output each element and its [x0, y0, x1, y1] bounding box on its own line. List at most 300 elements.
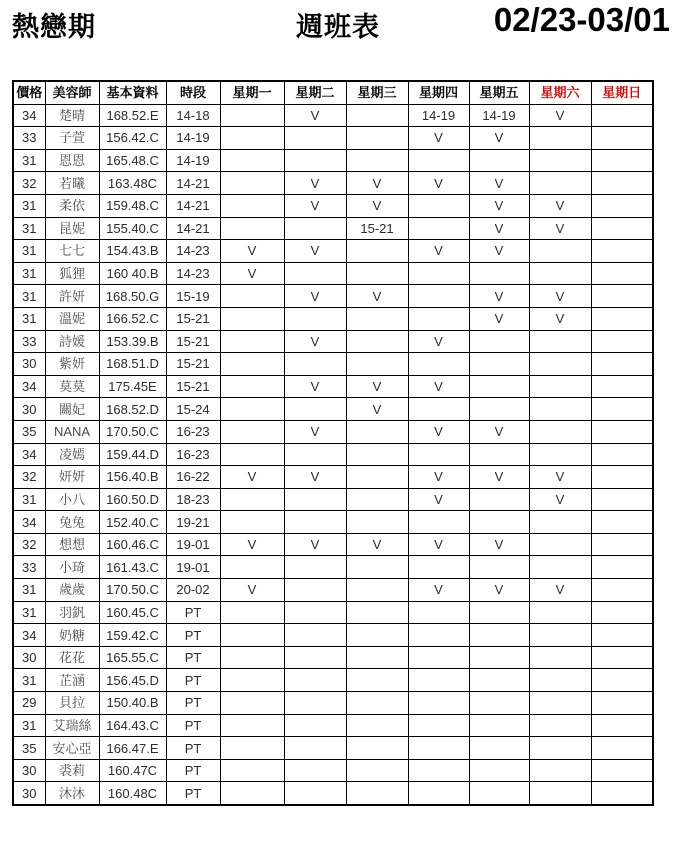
price-cell: 31: [13, 262, 45, 285]
day-cell-5: [469, 375, 529, 398]
day-cell-3: [346, 353, 408, 376]
name-cell: 安心亞: [45, 737, 99, 760]
day-cell-7: [591, 149, 653, 172]
table-row: [13, 624, 653, 647]
time-cell: 19-01: [166, 556, 220, 579]
day-cell-3: [346, 782, 408, 805]
table-row: [13, 194, 653, 217]
day-cell-2: [284, 353, 346, 376]
day-cell-6: [529, 601, 591, 624]
info-cell: 160 40.B: [99, 262, 166, 285]
day-cell-3: [346, 714, 408, 737]
price-cell: 33: [13, 127, 45, 150]
day-cell-6: [529, 533, 591, 556]
day-cell-2: [284, 511, 346, 534]
table-row: [13, 533, 653, 556]
table-row: [13, 353, 653, 376]
day-cell-4: V: [408, 420, 469, 443]
day-cell-6: [529, 375, 591, 398]
day-cell-5: [469, 353, 529, 376]
day-cell-6: [529, 443, 591, 466]
table-row: [13, 511, 653, 534]
col-header-7: 星期三: [346, 81, 408, 104]
day-cell-6: [529, 646, 591, 669]
day-cell-6: [529, 714, 591, 737]
day-cell-1: [220, 353, 284, 376]
name-cell: 兔兔: [45, 511, 99, 534]
name-cell: 子萱: [45, 127, 99, 150]
day-cell-3: [346, 669, 408, 692]
day-cell-1: [220, 127, 284, 150]
day-cell-6: V: [529, 104, 591, 127]
price-cell: 35: [13, 420, 45, 443]
day-cell-6: [529, 127, 591, 150]
time-cell: PT: [166, 714, 220, 737]
name-cell: 貝拉: [45, 692, 99, 715]
price-cell: 31: [13, 601, 45, 624]
time-cell: 15-21: [166, 307, 220, 330]
day-cell-5: V: [469, 285, 529, 308]
table-row: [13, 466, 653, 489]
name-cell: 小八: [45, 488, 99, 511]
col-header-8: 星期四: [408, 81, 469, 104]
col-header-5: 星期一: [220, 81, 284, 104]
table-row: [13, 398, 653, 421]
day-cell-7: [591, 420, 653, 443]
day-cell-7: [591, 533, 653, 556]
day-cell-3: [346, 104, 408, 127]
day-cell-6: [529, 669, 591, 692]
day-cell-3: [346, 262, 408, 285]
day-cell-5: [469, 601, 529, 624]
day-cell-5: V: [469, 172, 529, 195]
day-cell-6: [529, 624, 591, 647]
price-cell: 30: [13, 782, 45, 805]
price-cell: 33: [13, 330, 45, 353]
name-cell: 歲歲: [45, 579, 99, 602]
day-cell-6: [529, 353, 591, 376]
day-cell-5: [469, 556, 529, 579]
time-cell: 15-21: [166, 353, 220, 376]
day-cell-1: V: [220, 240, 284, 263]
table-row: [13, 579, 653, 602]
info-cell: 156.45.D: [99, 669, 166, 692]
col-header-11: 星期日: [591, 81, 653, 104]
time-cell: PT: [166, 782, 220, 805]
time-cell: PT: [166, 737, 220, 760]
name-cell: 詩媛: [45, 330, 99, 353]
day-cell-3: [346, 511, 408, 534]
time-cell: PT: [166, 601, 220, 624]
day-cell-3: V: [346, 194, 408, 217]
day-cell-7: [591, 669, 653, 692]
name-cell: 小琦: [45, 556, 99, 579]
info-cell: 160.48C: [99, 782, 166, 805]
info-cell: 166.52.C: [99, 307, 166, 330]
day-cell-2: V: [284, 285, 346, 308]
day-cell-3: [346, 579, 408, 602]
day-cell-1: [220, 511, 284, 534]
time-cell: 14-19: [166, 149, 220, 172]
day-cell-4: V: [408, 172, 469, 195]
day-cell-1: V: [220, 533, 284, 556]
day-cell-3: [346, 307, 408, 330]
time-cell: 15-21: [166, 375, 220, 398]
page-title: 週班表: [296, 12, 380, 42]
day-cell-2: V: [284, 330, 346, 353]
name-cell: 柔依: [45, 194, 99, 217]
time-cell: PT: [166, 624, 220, 647]
table-row: [13, 737, 653, 760]
day-cell-2: V: [284, 533, 346, 556]
day-cell-1: [220, 420, 284, 443]
table-row: [13, 488, 653, 511]
table-row: [13, 104, 653, 127]
day-cell-4: [408, 556, 469, 579]
date-range: 02/23-03/01: [493, 1, 670, 38]
day-cell-5: [469, 782, 529, 805]
day-cell-5: [469, 262, 529, 285]
day-cell-4: [408, 759, 469, 782]
price-cell: 31: [13, 669, 45, 692]
day-cell-2: [284, 579, 346, 602]
name-cell: 羽釩: [45, 601, 99, 624]
day-cell-4: V: [408, 579, 469, 602]
day-cell-3: V: [346, 172, 408, 195]
day-cell-1: [220, 737, 284, 760]
day-cell-2: [284, 488, 346, 511]
col-header-6: 星期二: [284, 81, 346, 104]
day-cell-6: V: [529, 307, 591, 330]
day-cell-1: [220, 714, 284, 737]
col-header-3: 基本資料: [99, 81, 166, 104]
info-cell: 156.40.B: [99, 466, 166, 489]
day-cell-6: V: [529, 466, 591, 489]
info-cell: 155.40.C: [99, 217, 166, 240]
day-cell-5: V: [469, 420, 529, 443]
day-cell-1: [220, 330, 284, 353]
day-cell-1: [220, 624, 284, 647]
price-cell: 32: [13, 172, 45, 195]
day-cell-2: [284, 556, 346, 579]
col-header-1: 價格: [13, 81, 45, 104]
price-cell: 35: [13, 737, 45, 760]
time-cell: 14-18: [166, 104, 220, 127]
day-cell-3: V: [346, 375, 408, 398]
day-cell-3: [346, 466, 408, 489]
day-cell-7: [591, 104, 653, 127]
info-cell: 164.43.C: [99, 714, 166, 737]
day-cell-4: V: [408, 488, 469, 511]
name-cell: 若曦: [45, 172, 99, 195]
day-cell-5: 14-19: [469, 104, 529, 127]
time-cell: 14-19: [166, 127, 220, 150]
day-cell-5: V: [469, 466, 529, 489]
day-cell-1: V: [220, 466, 284, 489]
price-cell: 32: [13, 466, 45, 489]
table-row: [13, 443, 653, 466]
day-cell-6: [529, 556, 591, 579]
info-cell: 159.44.D: [99, 443, 166, 466]
time-cell: PT: [166, 669, 220, 692]
day-cell-6: V: [529, 579, 591, 602]
price-cell: 31: [13, 714, 45, 737]
day-cell-5: [469, 511, 529, 534]
day-cell-7: [591, 601, 653, 624]
day-cell-2: [284, 262, 346, 285]
day-cell-6: [529, 172, 591, 195]
table-row: [13, 556, 653, 579]
day-cell-1: [220, 692, 284, 715]
name-cell: 花花: [45, 646, 99, 669]
day-cell-3: [346, 601, 408, 624]
day-cell-2: V: [284, 466, 346, 489]
col-header-10: 星期六: [529, 81, 591, 104]
table-row: [13, 375, 653, 398]
day-cell-7: [591, 737, 653, 760]
name-cell: 許妍: [45, 285, 99, 308]
day-cell-1: [220, 149, 284, 172]
info-cell: 168.51.D: [99, 353, 166, 376]
price-cell: 31: [13, 488, 45, 511]
day-cell-3: [346, 443, 408, 466]
day-cell-4: [408, 398, 469, 421]
info-cell: 161.43.C: [99, 556, 166, 579]
day-cell-2: [284, 737, 346, 760]
info-cell: 170.50.C: [99, 420, 166, 443]
day-cell-7: [591, 692, 653, 715]
table-row: [13, 307, 653, 330]
shop-name: 熱戀期: [12, 12, 96, 42]
day-cell-1: [220, 601, 284, 624]
info-cell: 159.48.C: [99, 194, 166, 217]
day-cell-7: [591, 194, 653, 217]
day-cell-6: [529, 149, 591, 172]
day-cell-2: V: [284, 194, 346, 217]
day-cell-2: [284, 149, 346, 172]
day-cell-1: [220, 217, 284, 240]
info-cell: 163.48C: [99, 172, 166, 195]
info-cell: 159.42.C: [99, 624, 166, 647]
table-row: [13, 646, 653, 669]
day-cell-7: [591, 443, 653, 466]
name-cell: 關妃: [45, 398, 99, 421]
day-cell-5: [469, 714, 529, 737]
day-cell-7: [591, 307, 653, 330]
name-cell: 楚晴: [45, 104, 99, 127]
table-row: [13, 759, 653, 782]
day-cell-7: [591, 624, 653, 647]
time-cell: 15-19: [166, 285, 220, 308]
day-cell-7: [591, 240, 653, 263]
time-cell: 14-23: [166, 262, 220, 285]
info-cell: 166.47.E: [99, 737, 166, 760]
table-row: [13, 420, 653, 443]
day-cell-3: V: [346, 398, 408, 421]
price-cell: 34: [13, 443, 45, 466]
table-row: [13, 669, 653, 692]
col-header-4: 時段: [166, 81, 220, 104]
time-cell: 15-21: [166, 330, 220, 353]
time-cell: 16-23: [166, 420, 220, 443]
time-cell: 19-01: [166, 533, 220, 556]
day-cell-3: [346, 737, 408, 760]
day-cell-3: [346, 127, 408, 150]
day-cell-1: [220, 443, 284, 466]
info-cell: 156.42.C: [99, 127, 166, 150]
time-cell: 14-21: [166, 217, 220, 240]
price-cell: 34: [13, 375, 45, 398]
day-cell-1: [220, 488, 284, 511]
day-cell-5: [469, 669, 529, 692]
day-cell-1: [220, 646, 284, 669]
time-cell: 16-22: [166, 466, 220, 489]
day-cell-5: [469, 398, 529, 421]
table-row: [13, 285, 653, 308]
name-cell: 艾瑞絲: [45, 714, 99, 737]
day-cell-2: V: [284, 420, 346, 443]
day-cell-4: [408, 782, 469, 805]
price-cell: 31: [13, 194, 45, 217]
day-cell-4: V: [408, 533, 469, 556]
day-cell-7: [591, 759, 653, 782]
day-cell-2: [284, 759, 346, 782]
day-cell-1: [220, 104, 284, 127]
price-cell: 29: [13, 692, 45, 715]
page-header: [0, 0, 676, 80]
day-cell-2: [284, 692, 346, 715]
table-row: [13, 692, 653, 715]
day-cell-2: [284, 669, 346, 692]
day-cell-4: V: [408, 240, 469, 263]
name-cell: 恩恩: [45, 149, 99, 172]
info-cell: 168.50.G: [99, 285, 166, 308]
day-cell-6: [529, 782, 591, 805]
day-cell-2: [284, 217, 346, 240]
info-cell: 160.50.D: [99, 488, 166, 511]
price-cell: 31: [13, 579, 45, 602]
day-cell-4: [408, 624, 469, 647]
col-header-2: 美容師: [45, 81, 99, 104]
day-cell-7: [591, 172, 653, 195]
table-row: [13, 217, 653, 240]
name-cell: 紫妍: [45, 353, 99, 376]
name-cell: 七七: [45, 240, 99, 263]
price-cell: 31: [13, 149, 45, 172]
day-cell-3: [346, 488, 408, 511]
price-cell: 32: [13, 533, 45, 556]
day-cell-3: [346, 420, 408, 443]
day-cell-3: [346, 556, 408, 579]
info-cell: 153.39.B: [99, 330, 166, 353]
day-cell-1: [220, 285, 284, 308]
day-cell-4: [408, 511, 469, 534]
name-cell: 芷涵: [45, 669, 99, 692]
day-cell-6: V: [529, 488, 591, 511]
table-row: [13, 782, 653, 805]
day-cell-1: [220, 194, 284, 217]
day-cell-7: [591, 782, 653, 805]
day-cell-4: [408, 217, 469, 240]
day-cell-4: [408, 353, 469, 376]
day-cell-7: [591, 579, 653, 602]
price-cell: 31: [13, 217, 45, 240]
day-cell-2: V: [284, 375, 346, 398]
day-cell-3: [346, 646, 408, 669]
day-cell-4: 14-19: [408, 104, 469, 127]
day-cell-3: V: [346, 285, 408, 308]
time-cell: 14-23: [166, 240, 220, 263]
day-cell-3: [346, 240, 408, 263]
info-cell: 168.52.E: [99, 104, 166, 127]
day-cell-6: [529, 420, 591, 443]
price-cell: 31: [13, 307, 45, 330]
table-row: [13, 714, 653, 737]
time-cell: PT: [166, 692, 220, 715]
price-cell: 30: [13, 353, 45, 376]
price-cell: 30: [13, 646, 45, 669]
price-cell: 30: [13, 759, 45, 782]
day-cell-1: [220, 759, 284, 782]
time-cell: 19-21: [166, 511, 220, 534]
day-cell-4: [408, 692, 469, 715]
day-cell-4: [408, 646, 469, 669]
day-cell-2: [284, 443, 346, 466]
day-cell-2: [284, 624, 346, 647]
name-cell: 昆妮: [45, 217, 99, 240]
price-cell: 31: [13, 240, 45, 263]
day-cell-7: [591, 488, 653, 511]
day-cell-5: [469, 737, 529, 760]
price-cell: 34: [13, 104, 45, 127]
day-cell-5: [469, 692, 529, 715]
day-cell-1: [220, 307, 284, 330]
table-row: [13, 330, 653, 353]
name-cell: 妍妍: [45, 466, 99, 489]
info-cell: 175.45E: [99, 375, 166, 398]
day-cell-7: [591, 714, 653, 737]
day-cell-2: [284, 782, 346, 805]
day-cell-1: V: [220, 262, 284, 285]
day-cell-6: [529, 737, 591, 760]
day-cell-1: [220, 782, 284, 805]
day-cell-5: V: [469, 217, 529, 240]
day-cell-5: [469, 488, 529, 511]
day-cell-2: [284, 646, 346, 669]
day-cell-4: V: [408, 466, 469, 489]
day-cell-5: [469, 624, 529, 647]
time-cell: PT: [166, 759, 220, 782]
col-header-9: 星期五: [469, 81, 529, 104]
day-cell-7: [591, 511, 653, 534]
day-cell-4: [408, 307, 469, 330]
day-cell-5: V: [469, 194, 529, 217]
day-cell-1: V: [220, 579, 284, 602]
price-cell: 30: [13, 398, 45, 421]
table-row: [13, 149, 653, 172]
name-cell: 奶糖: [45, 624, 99, 647]
day-cell-4: [408, 262, 469, 285]
day-cell-7: [591, 262, 653, 285]
day-cell-2: [284, 127, 346, 150]
schedule-header-row: [13, 81, 653, 104]
table-row: [13, 601, 653, 624]
day-cell-2: V: [284, 104, 346, 127]
price-cell: 33: [13, 556, 45, 579]
day-cell-7: [591, 398, 653, 421]
price-cell: 31: [13, 285, 45, 308]
day-cell-2: [284, 714, 346, 737]
